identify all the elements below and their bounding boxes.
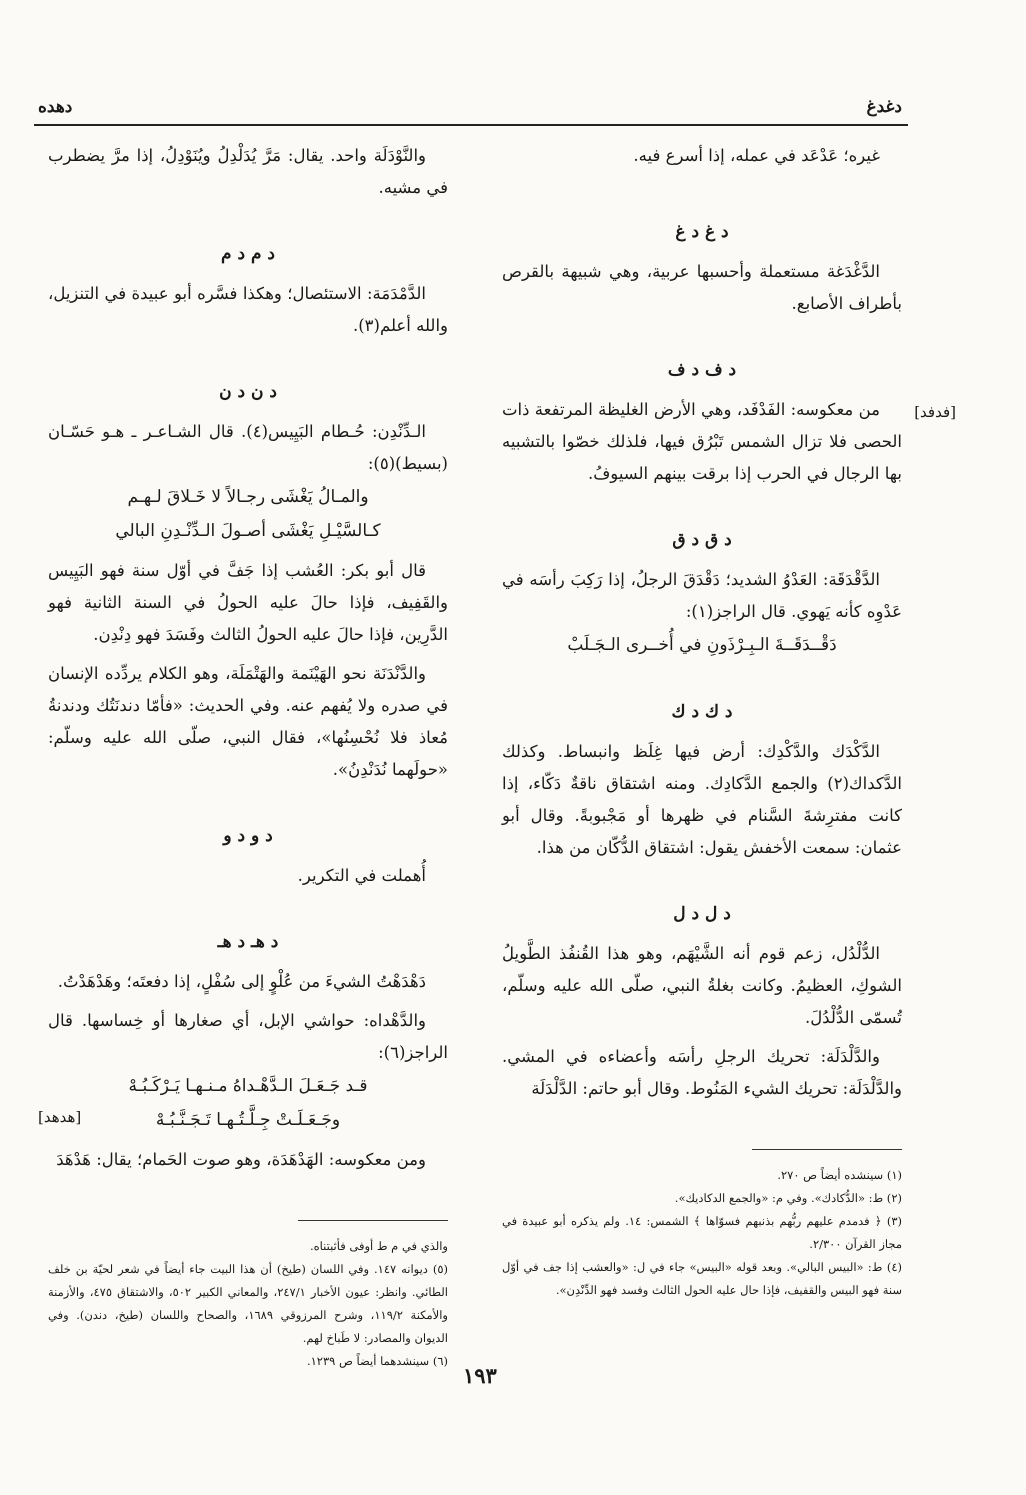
poem-line: والمـالُ يَغْشَى رجـالاً لا خَـلاقَ لـهـم	[127, 487, 369, 507]
left-column	[48, 140, 448, 1373]
paragraph: قال أبو بكر: العُشب إذا جَفَّ في أوّل سنة فهو البَيِيس والقَفِيف، فإذا حالَ عليه الحولُ في السنة الثانية فهو الدَّرِين، فإذا حالَ عليه الحولُ الثالث وفَسَدَ فهو دِنْدِن.	[48, 561, 448, 644]
right-column	[502, 140, 902, 1302]
footnote: (١) سينشده أيضاً ص ٢٧٠.	[777, 1168, 902, 1182]
paragraph: الـدِّنْدِن: حُـطام البَيِيس(٤). قال الشـاعـر ـ هـو حَسّـان (بسيط)(٥):	[48, 422, 448, 473]
root-heading: د ك د ك	[671, 702, 733, 722]
margin-marker-hadhad: [هدهد]	[38, 1108, 82, 1126]
footnote: والذي في م ط أوفى فأثبتناه.	[309, 1239, 448, 1253]
paragraph: غيره؛ عَدْعَد في عمله، إذا أسرع فيه.	[633, 146, 880, 165]
paragraph: الدَّمْدَمَة: الاستئصال؛ وهكذا فسَّره أبو عبيدة في التنزيل، والله أعلم(٣).	[48, 284, 448, 335]
header-rule	[34, 124, 908, 126]
root-heading: د ل د ل	[673, 904, 731, 924]
footnote-separator	[752, 1149, 902, 1150]
verse: دَقْــدَقَــةَ الـبِـرْذَونِ في أُخــرى الـجَـلَبْ	[567, 635, 837, 655]
paragraph: الدَّكْدَك والدَّكْدِك: أرض فيها غِلَظ وانبساط. وكذلك الدَّكداك(٢) والجمع الدَّكادِك. ومنه اشتقاق ناقةٌ دَكّاء، إذا كانت مفترِشةَ السَّنام في ظهرها أو مَجْبوبةً. وقال أبو عثمان: سمعت الأخفش يقول: اشتقاق الدُّكّان من هذا.	[502, 742, 902, 857]
running-header-left: دهده	[38, 97, 73, 117]
paragraph: أُهملت في التكرير.	[297, 866, 426, 885]
footnote: (٦) سينشدهما أيضاً ص ١٢٣٩.	[306, 1354, 448, 1368]
paragraph: والدَّنْدَنَة نحو الهَيْنَمة والهَتْمَلَة، وهو الكلام يردِّده الإنسان في صدره ولا يُفهم عنه. وفي الحديث: «فأمّا دندنَتُك ودندنةُ مُعاذ فلا نُحْسِنُها»، فقال النبي، صلّى الله عليه وسلّم: «حولَهما نُدَنْدِنُ».	[48, 664, 448, 779]
poem-line: قـد جَـعَـلَ الـدَّهْـداهُ مـنـهـا يَـرْكَـبُـهْ	[128, 1076, 368, 1096]
root-heading: د ق د ق	[672, 530, 732, 550]
root-heading: د ف د ف	[667, 360, 737, 380]
paragraph: والدَّلْدَلَة: تحريك الرجلِ رأسَه وأعضاءه في المشي. والدَّلْدَلَة: تحريك الشيء المَنُوط. وقال أبو حاتم: الدَّلْدَلَة	[502, 1047, 902, 1098]
paragraph: ومن معكوسه: الهَدْهَدَة، وهو صوت الحَمام؛ يقال: هَدْهَدَ	[56, 1150, 426, 1169]
root-heading: د هـ د هـ	[217, 932, 279, 952]
poem-line: وجَـعَـلَـتْ جِـلَّـتُـهـا تَـجَـنَّـبُـهْ	[155, 1110, 341, 1130]
footnote: (٥) ديوانه ١٤٧. وفي اللسان (طيخ) أن هذا البيت جاء أيضاً في شعر لحيّة بن خلف الطائي. وانظر: عيون الأخبار ٢٤٧/١، والمعاني الكبير ٥٠٢، والاشتقاق ٤٧٥، والأزمنة والأمكنة ١١٩/٢، وشرح المرزوقي ١٦٨٩، والصحاح واللسان (طيخ، دندن). وفي الديوان والمصادر: لا طَباخ لهم.	[48, 1262, 448, 1345]
paragraph: والنَّوْدَلَة واحد. يقال: مَرَّ يُدَلْدِلُ ويُنَوْدِلُ، إذا مرَّ يضطرب في مشيه.	[48, 146, 448, 197]
footnote: (٤) ط: «البيس البالي». وبعد قوله «البيس» جاء في ل: «والعشب إذا جف في أوّل سنة فهو البيس والقفيف، فإذا حال عليه الحول الثالث وفسد فهو الدِّنْدِن».	[502, 1260, 902, 1297]
poem-line: كـالسَّيْـلِ يَغْشَى أصـولَ الـدِّنْـدِنِ البالي	[115, 521, 381, 541]
paragraph: الدُّلْدُل، زعم قوم أنه الشَّيْهَم، وهو هذا القُنفُذ الطَّويلُ الشوكِ، العظيمُ. وكانت بغلةُ النبي، صلّى الله عليه وسلّم، تُسمّى الدُّلْدُلَ.	[502, 944, 902, 1027]
paragraph: دَهْدَهْتُ الشيءَ من عُلْوٍ إلى سُفْلٍ، إذا دفعتَه؛ وهَدْهَدْتُ.	[57, 972, 426, 991]
footnote-separator	[298, 1220, 448, 1221]
paragraph: من معكوسه: الفَدْفَد، وهي الأرض الغليظة المرتفعة ذات الحصى فلا تزال الشمس تَبْرُق فيها، فلذلك خصّوا بالتشبيه بها الرجال في الحرب إذا برقت بينهم السيوفُ.	[502, 400, 902, 483]
paragraph: والدَّهْداه: حواشي الإبل، أي صغارها أو خِساسها. قال الراجز(٦):	[48, 1011, 448, 1062]
paragraph: الدَّقْدَقَة: العَدْوُ الشديد؛ دَقْدَقَ الرجلُ، إذا رَكِبَ رأسَه في عَدْوِه كأنه يَهوي. قال الراجز(١):	[502, 570, 902, 621]
root-heading: د ن د ن	[219, 382, 277, 402]
margin-marker-fadfad: [فدفد]	[914, 403, 956, 421]
paragraph: الدَّغْدَغة مستعملة وأحسبها عربية، وهي شبيهة بالقرص بأطراف الأصابع.	[502, 262, 902, 313]
footnote: (٢) ط: «الدُّكادك». وفي م: «والجمع الدكاديك».	[674, 1191, 902, 1205]
root-heading: د م د م	[221, 244, 275, 264]
page-number: ١٩٣	[463, 1363, 497, 1388]
running-header-right: دغدغ	[866, 97, 902, 117]
footnote: (٣) ﴿ فدمدم عليهم ربُّهم بذنبهم فسوّاها ﴾ الشمس: ١٤. ولم يذكره أبو عبيدة في مجاز القرآن ٢/٣٠٠.	[502, 1214, 902, 1251]
root-heading: د و د و	[223, 826, 273, 846]
root-heading: د غ د غ	[675, 222, 729, 242]
